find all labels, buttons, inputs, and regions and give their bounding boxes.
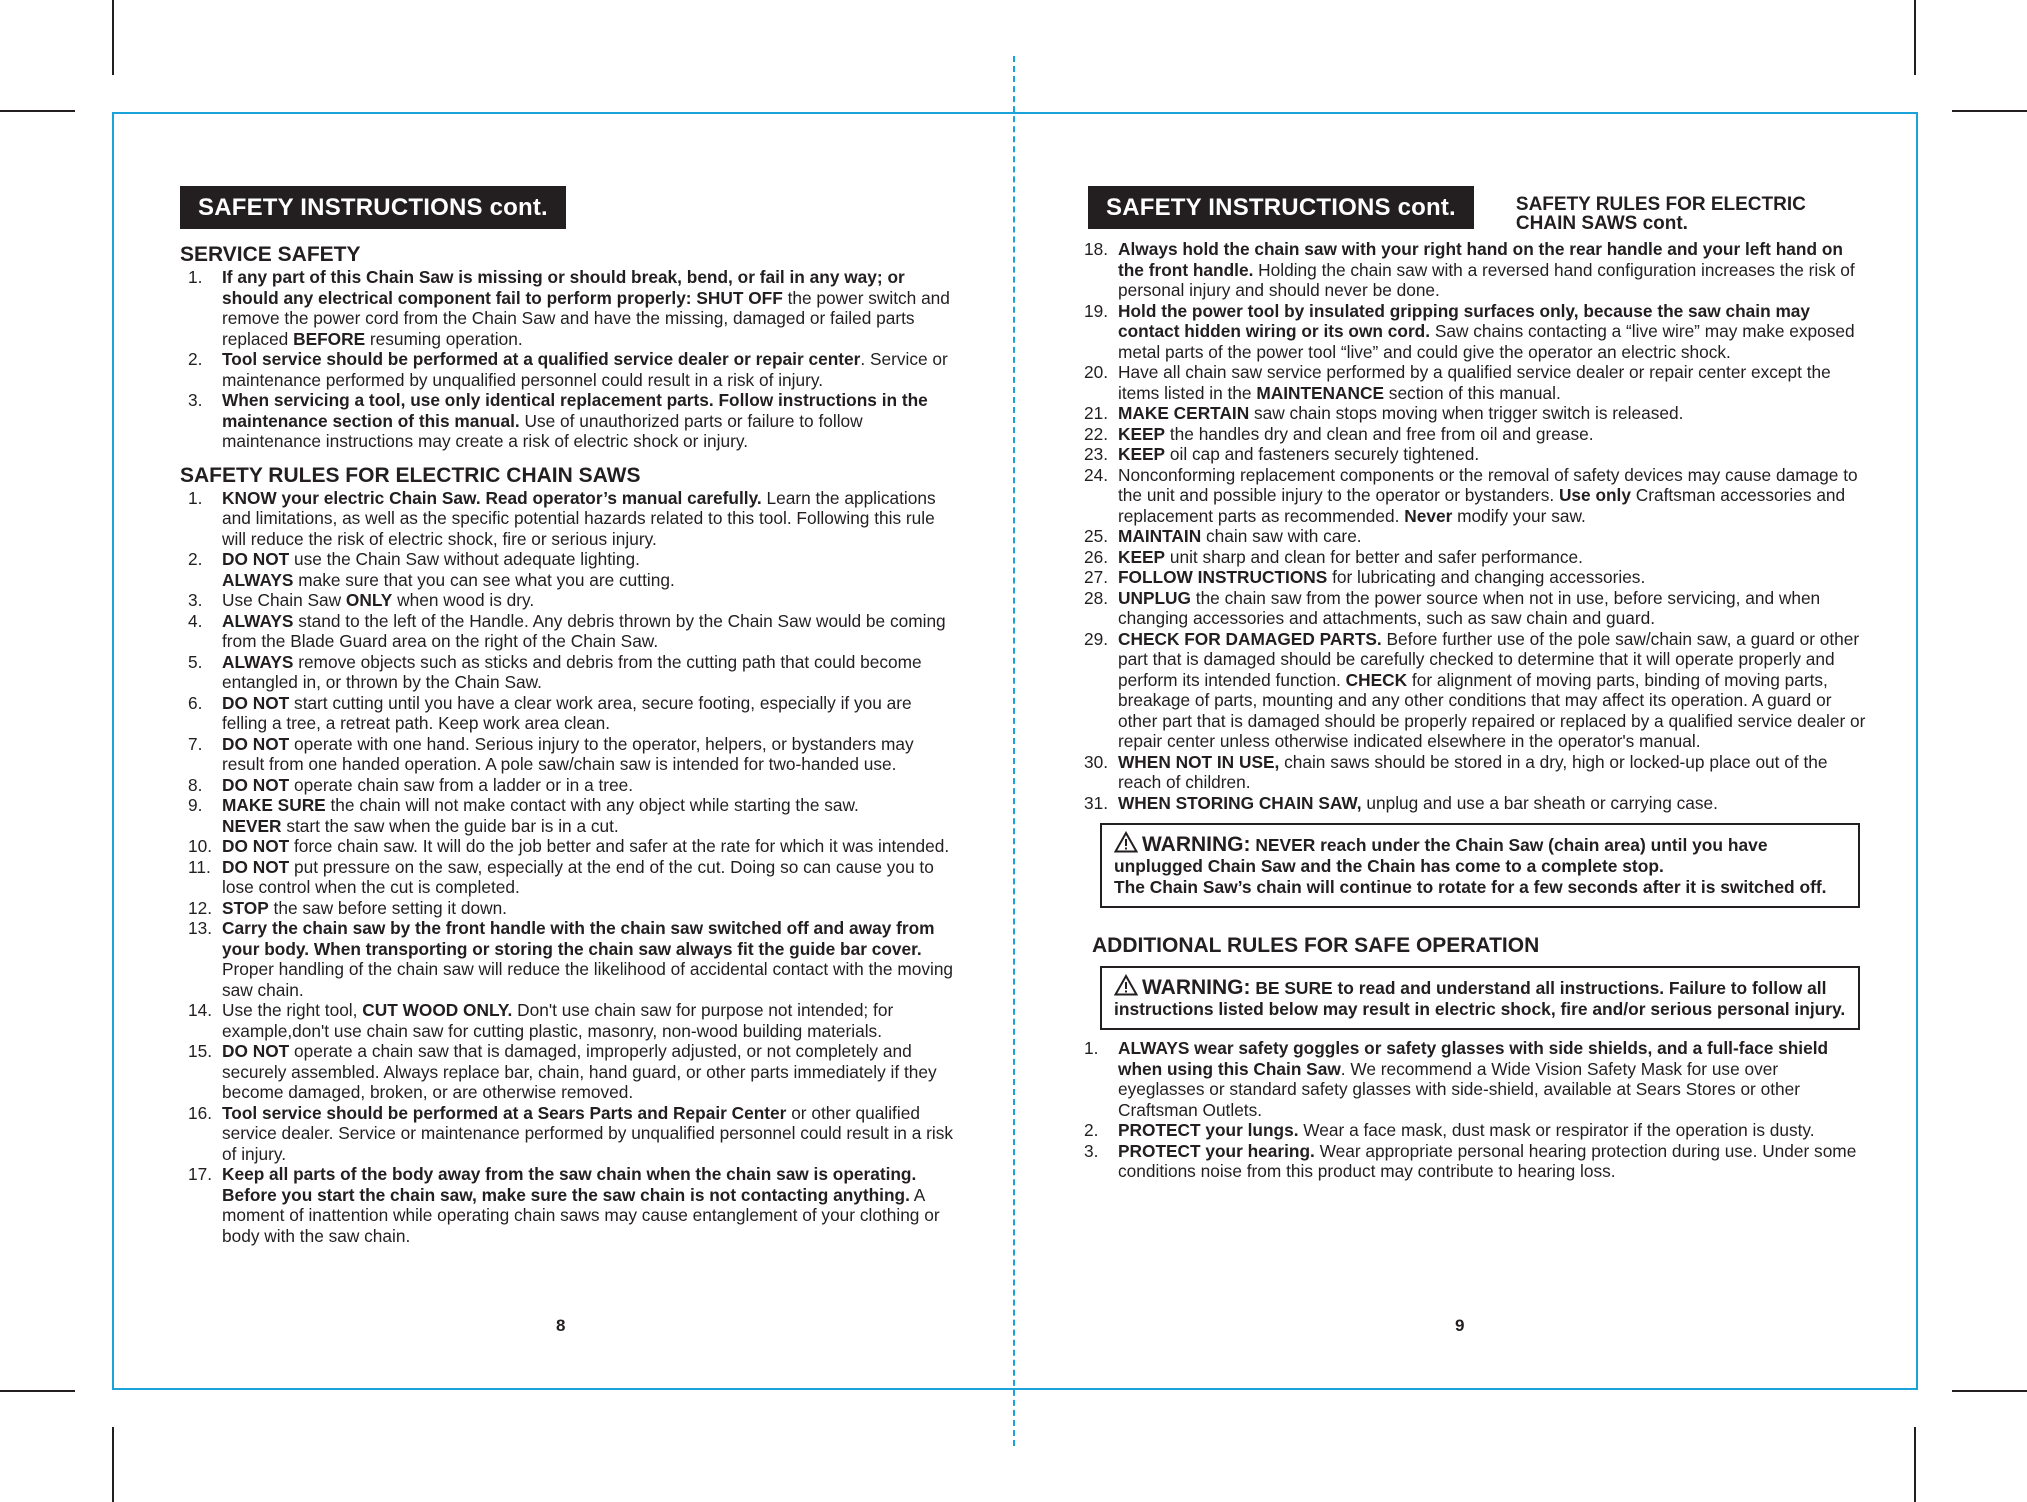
list-item xyxy=(1084,547,1868,568)
item-text: UNPLUG xyxy=(1118,587,1191,608)
service-safety-title: SERVICE SAFETY xyxy=(180,243,361,266)
item-text: Craftsman accessories and replacement parts as recommended. xyxy=(1118,485,1846,526)
crop-mark xyxy=(1914,1427,1916,1502)
item-text: Before further use of the pole saw/chain saw, a guard or other part that is damaged should be carefully checked to determine that it will operate properly and perform its intended function. xyxy=(1118,628,1860,690)
safety-rules-cont-list xyxy=(1084,239,1868,813)
additional-rules-title: ADDITIONAL RULES FOR SAFE OPERATION xyxy=(1092,934,1540,957)
list-item xyxy=(1084,567,1868,588)
item-text: start cutting until you have a clear work area, secure footing, especially if you are felling a tree, a retreat path. Keep work area clean. xyxy=(222,692,912,733)
item-text: ONLY xyxy=(345,590,393,610)
item-text: operate with one hand. Serious injury to the operator, helpers, or bystanders may result from one handed operation. A pole saw/chain saw is intended for two-handed use. xyxy=(222,733,914,774)
item-text: put pressure on the saw, especially at the end of the cut. Doing so can cause you to lose control when the cut is completed. xyxy=(222,856,934,897)
item-number: 28. xyxy=(1084,587,1109,608)
item-text: Use the right tool, xyxy=(222,1000,363,1020)
item-number: 1. xyxy=(1084,1038,1099,1058)
item-number: 5. xyxy=(188,651,203,672)
item-text: saw chain stops moving when trigger switch is released. xyxy=(1249,403,1684,423)
item-text: operate chain saw from a ladder or in a tree. xyxy=(289,774,634,795)
warning-box xyxy=(1100,966,1860,1030)
item-text: DO NOT xyxy=(222,1041,290,1061)
item-text: Keep all parts of the body away from the saw chain when the chain saw is operating. Before you start the chain saw, make sure the saw chain is not contacting anything. xyxy=(222,1164,917,1205)
item-text: ALWAYS xyxy=(222,610,294,631)
item-text: force chain saw. It will do the job better and safer at the rate for which it was intended. xyxy=(289,836,950,856)
warning-text: NEVER reach under the Chain Saw (chain area) until you have unplugged Chain Saw and the Chain has come to a complete stop. xyxy=(1114,835,1768,876)
item-text: the handles dry and clean and free from oil and grease. xyxy=(1165,423,1594,444)
list-item xyxy=(1084,752,1868,793)
item-text: . Service or maintenance performed by unqualified personnel could result in a risk of injury. xyxy=(222,349,948,390)
item-text: Proper handling of the chain saw will reduce the likelihood of accidental contact with the moving saw chain. xyxy=(222,959,954,1000)
warning-label: WARNING: xyxy=(1142,833,1251,856)
list-item xyxy=(1084,1120,1868,1141)
item-text: Don't use chain saw for purpose not intended; for example,don't use chain saw for cutting plastic, masonry, non-wood building materials. xyxy=(222,1000,894,1041)
list-item xyxy=(1084,403,1868,424)
item-number: 3. xyxy=(188,390,203,410)
item-text: Use only xyxy=(1558,485,1631,505)
crop-mark xyxy=(1952,1390,2027,1392)
item-number: 1. xyxy=(188,487,203,508)
section-header-bar: SAFETY INSTRUCTIONS cont. xyxy=(1088,186,1474,229)
item-text: PROTECT your hearing. xyxy=(1118,1140,1315,1161)
item-text: make sure that you can see what you are cutting. xyxy=(293,569,675,590)
item-number: 3. xyxy=(1084,1140,1099,1161)
item-text: KEEP xyxy=(1118,546,1166,567)
item-text: DO NOT xyxy=(222,856,290,877)
item-text: Have all chain saw service performed by a qualified service dealer or repair center except the items listed in the xyxy=(1118,362,1831,403)
item-text: the saw before setting it down. xyxy=(268,897,507,918)
list-item xyxy=(1084,1141,1868,1182)
item-text: KNOW your electric Chain Saw. Read operator’s manual carefully. xyxy=(222,487,762,508)
subheader-line: SAFETY RULES FOR ELECTRIC xyxy=(1515,194,1806,215)
item-text: CUT WOOD ONLY. xyxy=(362,1000,513,1020)
subheader-line: CHAIN SAWS cont. xyxy=(1515,213,1688,234)
item-text: DO NOT xyxy=(222,774,290,795)
item-text: Use of unauthorized parts or failure to follow maintenance instructions may create a risk of electric shock or injury. xyxy=(222,410,863,451)
page-number-right: 9 xyxy=(1455,1316,1465,1335)
item-text: DO NOT xyxy=(222,733,290,754)
list-item xyxy=(1084,465,1868,527)
page-left xyxy=(180,186,960,1246)
item-text: Wear appropriate personal hearing protection during use. Under some conditions noise from this product may contribute to hearing loss. xyxy=(1118,1140,1857,1181)
item-text: MAINTAIN xyxy=(1118,526,1202,546)
list-item xyxy=(188,590,960,611)
item-text: Saw chains contacting a “live wire” may make exposed metal parts of the power tool “live” and could give the operator an electric shock. xyxy=(1118,321,1855,362)
item-text: STOP xyxy=(222,897,269,918)
item-text: WHEN NOT IN USE, xyxy=(1118,751,1280,772)
item-text: the chain will not make contact with any object while starting the saw. xyxy=(325,795,859,815)
list-item xyxy=(1084,239,1868,301)
item-number: 21. xyxy=(1084,403,1109,423)
crop-mark xyxy=(1952,110,2027,112)
item-number: 2. xyxy=(188,549,203,569)
item-text: unit sharp and clean for better and safer performance. xyxy=(1165,546,1583,567)
item-number: 6. xyxy=(188,692,203,713)
list-item xyxy=(188,549,960,590)
list-item xyxy=(1084,444,1868,465)
page-number-left: 8 xyxy=(556,1316,566,1335)
list-item xyxy=(188,1041,960,1103)
list-item xyxy=(188,918,960,1000)
item-number: 23. xyxy=(1084,444,1109,464)
list-item xyxy=(188,349,960,390)
list-item xyxy=(188,652,960,693)
item-text: MAKE SURE xyxy=(222,795,326,815)
item-text: Never xyxy=(1404,505,1453,526)
item-number: 1. xyxy=(188,267,203,287)
item-text: DO NOT xyxy=(222,836,290,856)
item-number: 18. xyxy=(1084,239,1109,259)
item-text: FOLLOW INSTRUCTIONS xyxy=(1118,567,1328,587)
item-number: 8. xyxy=(188,774,203,795)
item-text: section of this manual. xyxy=(1384,382,1561,403)
item-text: Hold the power tool by insulated gripping surfaces only, because the saw chain may contact hidden wiring or its own cord. xyxy=(1118,300,1811,341)
item-number: 30. xyxy=(1084,751,1109,772)
item-number: 16. xyxy=(188,1102,213,1123)
item-text: Tool service should be performed at a Sears Parts and Repair Center xyxy=(222,1102,787,1123)
warning-triangle-icon xyxy=(1114,974,1138,996)
item-text: stand to the left of the Handle. Any debris thrown by the Chain Saw would be coming from the Blade Guard area on the right of the Chain Saw. xyxy=(222,610,946,651)
item-text: ALWAYS wear safety goggles or safety glasses with side shields, and a full-face shield when using this Chain Saw xyxy=(1118,1038,1829,1079)
page-divider xyxy=(1013,56,1015,1446)
item-text: chain saws should be stored in a dry, high or locked-up place out of the reach of children. xyxy=(1118,751,1828,792)
list-item xyxy=(188,795,960,836)
safety-rules-title: SAFETY RULES FOR ELECTRIC CHAIN SAWS xyxy=(180,463,641,487)
item-text: A moment of inattention while operating chain saws may cause entanglement of your clothing or body with the saw chain. xyxy=(222,1184,940,1246)
list-item xyxy=(1084,526,1868,547)
item-text: chain saw with care. xyxy=(1201,526,1362,546)
item-text: PROTECT your lungs. xyxy=(1118,1120,1299,1140)
list-item xyxy=(188,488,960,550)
list-item xyxy=(188,267,960,349)
item-number: 13. xyxy=(188,918,213,938)
item-text: ALWAYS xyxy=(222,569,294,590)
item-text: unplug and use a bar sheath or carrying case. xyxy=(1361,792,1718,813)
warning-box xyxy=(1100,823,1860,908)
item-text: NEVER xyxy=(222,815,282,836)
item-number: 15. xyxy=(188,1041,213,1061)
item-text: WHEN STORING CHAIN SAW, xyxy=(1118,792,1362,813)
list-item xyxy=(1084,588,1868,629)
list-item xyxy=(188,734,960,775)
item-text: Use Chain Saw xyxy=(222,590,346,610)
item-text: Wear a face mask, dust mask or respirator if the operation is dusty. xyxy=(1298,1120,1815,1140)
item-text: BEFORE xyxy=(293,328,366,349)
list-item xyxy=(188,1000,960,1041)
item-text: use the Chain Saw without adequate lighting. xyxy=(289,549,640,569)
item-text: the chain saw from the power source when not in use, before servicing, and when changing accessories and attachments, such as saw chain and guard. xyxy=(1118,587,1821,628)
item-text: when wood is dry. xyxy=(392,590,535,610)
item-number: 29. xyxy=(1084,628,1109,649)
list-item xyxy=(1084,362,1868,403)
item-text: Holding the chain saw with a reversed hand configuration increases the risk of personal injury and should never be done. xyxy=(1118,259,1855,300)
item-number: 25. xyxy=(1084,526,1109,546)
service-safety-list xyxy=(188,267,960,452)
item-text: resuming operation. xyxy=(365,328,523,349)
item-text: CHECK xyxy=(1345,669,1408,690)
item-text: MAINTENANCE xyxy=(1256,382,1384,403)
crop-mark xyxy=(0,110,75,112)
item-text: MAKE CERTAIN xyxy=(1118,403,1250,423)
crop-mark xyxy=(112,0,114,75)
item-number: 10. xyxy=(188,836,213,856)
warning-label: WARNING: xyxy=(1142,976,1251,999)
list-item xyxy=(188,390,960,452)
item-text: remove objects such as sticks and debris from the cutting path that could become entangled in, or thrown by the Chain Saw. xyxy=(222,651,922,692)
item-text: DO NOT xyxy=(222,549,290,569)
item-number: 2. xyxy=(1084,1120,1099,1140)
warning-text: BE SURE to read and understand all instructions. Failure to follow all instructions listed below may result in electric shock, fire and/or serious personal injury. xyxy=(1114,978,1846,1019)
item-text: KEEP xyxy=(1118,444,1166,464)
item-text: Learn the applications and limitations, as well as the specific potential hazards related to this tool. Following this rule will reduce the risk of electric shock, fire or serious injury. xyxy=(222,487,936,549)
list-item xyxy=(188,836,960,857)
item-text: Always hold the chain saw with your right hand on the rear handle and your left hand on the front handle. xyxy=(1118,239,1843,280)
safety-rules-list xyxy=(188,488,960,1247)
warning-text: The Chain Saw’s chain will continue to rotate for a few seconds after it is switched off. xyxy=(1114,877,1827,897)
item-text: for lubricating and changing accessories. xyxy=(1327,567,1646,587)
item-text: Carry the chain saw by the front handle with the chain saw switched off and away from your body. When transporting or storing the chain saw always fit the guide bar cover. xyxy=(222,918,935,959)
item-text: for alignment of moving parts, binding of moving parts, breakage of parts, mounting and any other conditions that may affect its operation. A guard or other part that is damaged should be properly repaired or replaced by a qualified service dealer or repair center unless otherwise indicated elsewhere in the operator's manual. xyxy=(1118,669,1866,751)
list-item xyxy=(188,775,960,796)
item-text: start the saw when the guide bar is in a cut. xyxy=(281,815,619,836)
list-item xyxy=(188,693,960,734)
list-item xyxy=(188,1164,960,1246)
item-text: Nonconforming replacement components or the removal of safety devices may cause damage to the unit and possible injury to the operator or bystanders. xyxy=(1118,464,1858,505)
list-item xyxy=(188,611,960,652)
item-number: 9. xyxy=(188,795,203,815)
item-number: 2. xyxy=(188,349,203,369)
item-number: 27. xyxy=(1084,567,1109,587)
crop-mark xyxy=(112,1427,114,1502)
item-text: operate a chain saw that is damaged, improperly adjusted, or not completely and securely assembled. Always replace bar, chain, hand guard, or other parts immediately if they become damaged, broken, or are otherwise removed. xyxy=(222,1041,937,1102)
additional-rules-list xyxy=(1084,1038,1868,1182)
item-number: 3. xyxy=(188,590,203,610)
crop-mark xyxy=(0,1390,75,1392)
item-number: 4. xyxy=(188,610,203,631)
item-text: If any part of this Chain Saw is missing or should break, bend, or fail in any way; or should any electrical component fail to perform properly: SHUT OFF xyxy=(222,267,905,308)
item-text: oil cap and fasteners securely tightened. xyxy=(1165,444,1480,464)
page-right xyxy=(1084,186,1868,1182)
crop-mark xyxy=(1914,0,1916,75)
item-number: 11. xyxy=(188,856,211,877)
list-item xyxy=(1084,793,1868,814)
item-number: 14. xyxy=(188,1000,213,1020)
item-text: the power switch and remove the power cord from the Chain Saw and have the missing, damaged or failed parts replaced xyxy=(222,287,950,349)
item-text: Tool service should be performed at a qualified service dealer or repair center xyxy=(222,349,861,369)
list-item xyxy=(188,898,960,919)
list-item xyxy=(188,1103,960,1165)
item-number: 12. xyxy=(188,897,213,918)
list-item xyxy=(1084,1038,1868,1120)
item-text: . We recommend a Wide Vision Safety Mask for use over eyeglasses or standard safety glasses with side-shield, available at Sears Stores or other Craftsman Outlets. xyxy=(1118,1058,1801,1120)
item-number: 22. xyxy=(1084,423,1109,444)
list-item xyxy=(1084,629,1868,752)
list-item xyxy=(188,857,960,898)
item-number: 7. xyxy=(188,733,203,754)
item-text: ALWAYS xyxy=(222,651,294,672)
list-item xyxy=(1084,424,1868,445)
item-number: 20. xyxy=(1084,362,1109,382)
item-text: or other qualified service dealer. Service or maintenance performed by unqualified personnel could result in a risk of injury. xyxy=(222,1102,954,1164)
item-number: 19. xyxy=(1084,300,1109,321)
item-text: KEEP xyxy=(1118,423,1166,444)
item-number: 31. xyxy=(1084,792,1109,813)
item-text: modify your saw. xyxy=(1452,505,1586,526)
item-text: When servicing a tool, use only identical replacement parts. Follow instructions in the maintenance section of this manual. xyxy=(222,390,928,431)
item-number: 24. xyxy=(1084,464,1109,485)
item-text: DO NOT xyxy=(222,692,290,713)
list-item xyxy=(1084,301,1868,363)
item-number: 17. xyxy=(188,1164,213,1184)
warning-triangle-icon xyxy=(1114,831,1138,853)
item-text: CHECK FOR DAMAGED PARTS. xyxy=(1118,628,1382,649)
section-header-bar: SAFETY INSTRUCTIONS cont. xyxy=(180,186,566,229)
item-number: 26. xyxy=(1084,546,1109,567)
